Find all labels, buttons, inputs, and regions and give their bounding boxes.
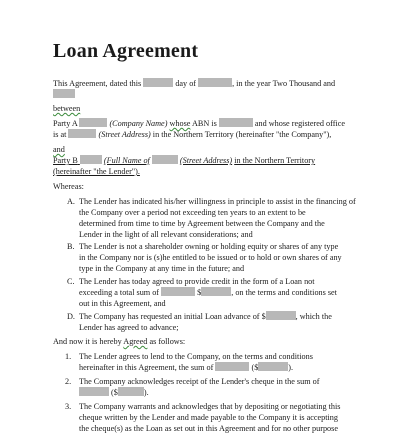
initial-advance-blank xyxy=(266,311,296,320)
recital-a-line: The Lender has indicated his/her willingness in principle to assist in the financing of xyxy=(79,197,356,206)
party-a-line-1: Party A (Company Name) whose ABN is and whose registered office xyxy=(53,119,345,128)
intro-text: This Agreement, dated this xyxy=(53,79,142,88)
intro-text: day of xyxy=(175,79,197,88)
recital-b-line: The Lender is not a shareholder owning or holding equity or shares of any type xyxy=(79,242,339,251)
date-year-blank xyxy=(53,89,75,98)
clause-2-line: ($ ). xyxy=(79,387,149,398)
recital-c-line: out in this Agreement, and xyxy=(79,299,166,308)
date-day-blank xyxy=(143,78,173,87)
clause-number: 1. xyxy=(65,352,72,361)
party-a-name-blank xyxy=(79,118,107,127)
clause-number: 3. xyxy=(65,402,72,411)
cheque-sum-words-blank xyxy=(79,387,109,396)
abn-blank xyxy=(219,118,253,127)
clause-1-line: hereinafter in this Agreement, the sum of ($ ). xyxy=(79,363,294,372)
document-title: Loan Agreement xyxy=(53,40,199,62)
recital-letter: B. xyxy=(67,242,75,251)
intro-text: , in the year Two Thousand and xyxy=(232,79,336,88)
party-b-name-blank xyxy=(152,155,178,164)
recital-b-line: in the Company nor is (s)he entitled to be issued or to hold or own shares of any xyxy=(79,253,342,262)
recital-a-line: Lender in the light of all relevant considerations; and xyxy=(79,230,253,239)
loan-sum-amount-blank xyxy=(258,362,288,371)
and-label: and xyxy=(53,145,65,154)
clause-3-line: cheque written by the Lender and made payable to the Company it is accepting xyxy=(79,413,338,422)
total-sum-amount-blank xyxy=(201,287,231,296)
clause-3-line: the cheque(s) as the Loan as set out in this Agreement and for no other purpose xyxy=(79,424,338,433)
total-sum-words-blank xyxy=(161,287,195,296)
intro-line xyxy=(53,78,335,89)
clause-2-line: The Company acknowledges receipt of the Lender's cheque in the sum of xyxy=(79,377,320,386)
recital-c-line: The Lender has today agreed to provide credit in the form of a Loan not xyxy=(79,277,315,286)
clause-number: 2. xyxy=(65,377,72,386)
recital-b-line: type in the Company at any time in the future; and xyxy=(79,264,245,273)
agreed-line: And now it is hereby Agreed as follows: xyxy=(53,337,186,346)
clause-3-line: The Company warrants and acknowledges that by depositing or negotiating this xyxy=(79,402,341,411)
recital-c-line: exceeding a total sum of $ , on the terms and conditions set xyxy=(79,288,337,297)
recital-d-line: Lender has agreed to advance; xyxy=(79,323,179,332)
party-a-address-blank xyxy=(68,129,96,138)
loan-sum-words-blank xyxy=(215,362,249,371)
whereas-heading: Whereas: xyxy=(53,182,84,191)
recital-d-line: The Company has requested an initial Loan advance of $ , which the xyxy=(79,312,332,321)
party-b-line-2: (hereinafter "the Lender"). xyxy=(53,167,140,176)
party-b-blank xyxy=(80,155,102,164)
recital-a-line: the Company over a period not exceeding ten years to an extent to be xyxy=(79,208,306,217)
date-month-blank xyxy=(198,78,232,87)
party-a-line-2: is at (Street Address) in the Northern Territory (hereinafter "the Company"), xyxy=(53,130,332,139)
recital-letter: A. xyxy=(67,197,75,206)
clause-1-line: The Lender agrees to lend to the Company, on the terms and conditions xyxy=(79,352,313,361)
between-label: between xyxy=(53,104,81,113)
cheque-sum-amount-blank xyxy=(118,387,144,396)
recital-a-line: determined from time to time by Agreement between the Company and the xyxy=(79,219,325,228)
recital-letter: D. xyxy=(67,312,75,321)
party-b-line-1: Party B (Full Name of (Street Address) in the Northern Territory xyxy=(53,156,316,165)
intro-line-2 xyxy=(53,89,75,100)
recital-letter: C. xyxy=(67,277,75,286)
